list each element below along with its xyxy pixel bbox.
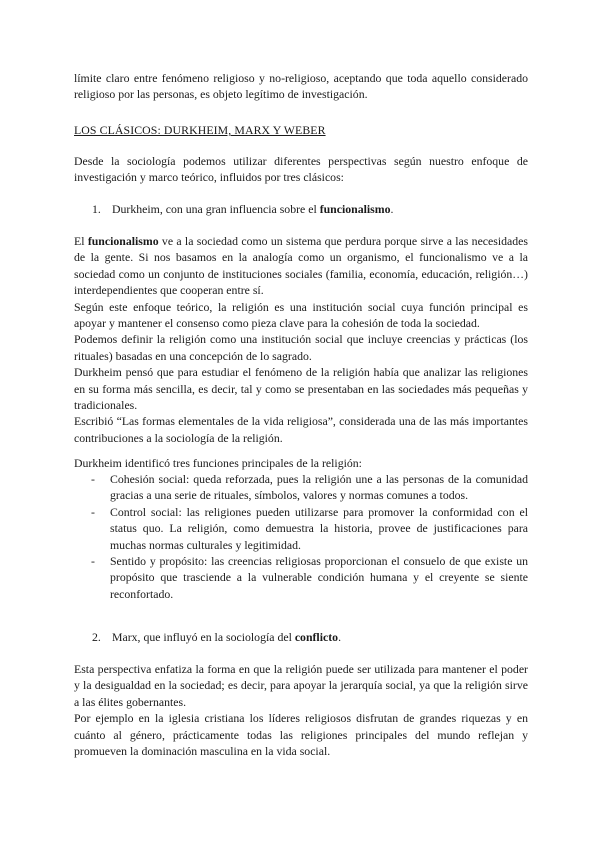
paragraph: Según este enfoque teórico, la religión es una institución social cuya función principal es apoyar y mantener el consenso como pieza clave para la cohesión de toda la sociedad. — [74, 299, 528, 331]
item-bold-term: funcionalismo — [319, 202, 391, 216]
item-text-end: . — [338, 630, 342, 644]
bold-term: funcionalismo — [87, 234, 159, 248]
item-number: 2. — [92, 630, 101, 644]
section-heading — [74, 122, 528, 138]
list-item-text: Cohesión social: queda reforzada, pues la religión une a las personas de la comunidad gracias a una serie de rituales, símbolos, valores y normas comunes a todos. — [110, 472, 528, 503]
conflicto-section — [74, 661, 528, 759]
functions-intro — [74, 455, 528, 471]
intro-paragraph — [74, 70, 528, 103]
lead-paragraph — [74, 153, 528, 186]
list-item — [74, 504, 528, 553]
paragraph: Esta perspectiva enfatiza la forma en que la religión puede ser utilizada para mantener el poder y la desigualdad en la sociedad; es decir, para apoyar la jerarquía social, ya que la religión sirve a las élites gobernantes. — [74, 662, 528, 709]
item-text: Durkheim, con una gran influencia sobre el — [112, 202, 320, 216]
paragraph-lead: El — [74, 234, 88, 248]
paragraph: Podemos definir la religión como una institución social que incluye creencias y prácticas (los rituales) basadas en una concepción de lo sagrado. — [74, 332, 528, 363]
list-item — [74, 471, 528, 504]
functions-list — [74, 471, 528, 602]
paragraph: Por ejemplo en la iglesia cristiana los líderes religiosos disfrutan de grandes riquezas y en cuánto al género, prácticamente todas las religiones principales del mundo reflejan y promueven la dominación masculina en la vida social. — [74, 711, 528, 759]
paragraph: Escribió “Las formas elementales de la vida religiosa”, considerada una de las más importantes contribuciones a la sociología de la religión. — [74, 414, 528, 445]
numbered-item-2 — [92, 629, 528, 645]
item-number: 1. — [92, 202, 101, 216]
dash-bullet: - — [91, 472, 95, 486]
lead-text: Desde la sociología podemos utilizar diferentes perspectivas según nuestro enfoque de investigación y marco teórico, influidos por tres clásicos: — [74, 154, 528, 185]
dash-bullet: - — [91, 554, 95, 569]
item-bold-term: conflicto — [294, 630, 339, 644]
paragraph — [74, 233, 528, 299]
functions-intro-text: Durkheim identificó tres funciones principales de la religión: — [74, 456, 362, 470]
item-text-end: . — [390, 202, 394, 216]
heading-text: LOS CLÁSICOS: DURKHEIM, MARX Y WEBER — [74, 123, 326, 137]
paragraph-rest: ve a la sociedad como un sistema que perdura porque sirve a las necesidades de la gente. Si nos basamos en la analogía como un organismo, el funcionalismo ve a la sociedad como un conjunto de instituciones sociales (familia, economía, educación, religión…) interdependientes que cooperan entre sí. — [74, 234, 529, 298]
dash-bullet: - — [91, 504, 95, 519]
funcionalismo-section — [74, 233, 528, 446]
list-item-text: Sentido y propósito: las creencias religiosas proporcionan el consuelo de que existe un propósito que trasciende a la vulnerable condición humana y el creyente se siente reconfortado. — [110, 554, 528, 601]
intro-text: límite claro entre fenómeno religioso y no-religioso, aceptando que toda aquello considerado religioso por las personas, es objeto legítimo de investigación. — [74, 71, 528, 102]
list-item — [74, 553, 528, 602]
list-item-text: Control social: las religiones pueden utilizarse para promover la conformidad con el status quo. La religión, como demuestra la historia, provee de justificaciones para muchas normas culturales y legitimidad. — [110, 504, 528, 552]
paragraph: Durkheim pensó que para estudiar el fenómeno de la religión había que analizar las religiones en su forma más sencilla, es decir, tal y como se presentaban en las sociedades más pequeñas y tradicionales. — [74, 365, 528, 413]
item-text: Marx, que influyó en la sociología del — [112, 630, 295, 644]
numbered-item-1 — [92, 201, 528, 217]
